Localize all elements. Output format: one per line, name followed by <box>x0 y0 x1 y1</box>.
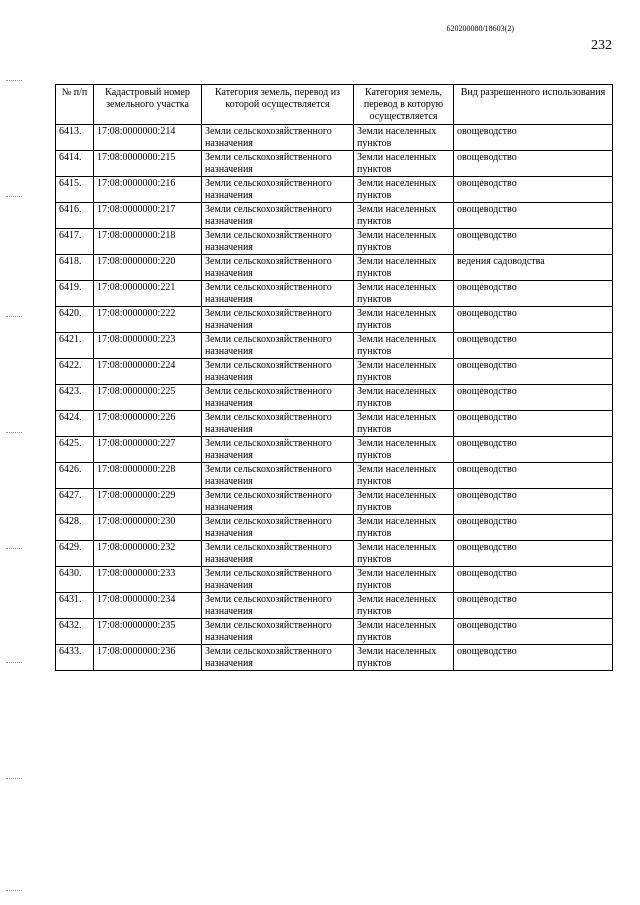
category-to: Земли населенных пунктов <box>354 593 454 619</box>
row-number: 6418. <box>56 255 94 281</box>
table-row <box>56 489 613 515</box>
scan-mark <box>6 778 22 781</box>
cadastral-number: 17:08:0000000:215 <box>94 151 202 177</box>
table-row <box>56 619 613 645</box>
cadastral-number: 17:08:0000000:225 <box>94 385 202 411</box>
permitted-use: овощеводство <box>454 437 613 463</box>
scan-mark <box>6 432 22 435</box>
category-to: Земли населенных пунктов <box>354 489 454 515</box>
category-to: Земли населенных пунктов <box>354 385 454 411</box>
category-from: Земли сельскохозяйственного назначения <box>202 619 354 645</box>
table-row <box>56 593 613 619</box>
column-header-number: № п/п <box>56 85 94 125</box>
category-from: Земли сельскохозяйственного назначения <box>202 593 354 619</box>
permitted-use: овощеводство <box>454 359 613 385</box>
permitted-use: овощеводство <box>454 177 613 203</box>
cadastral-number: 17:08:0000000:223 <box>94 333 202 359</box>
cadastral-number: 17:08:0000000:220 <box>94 255 202 281</box>
row-number: 6427. <box>56 489 94 515</box>
table-row <box>56 151 613 177</box>
scan-mark <box>6 548 22 551</box>
category-from: Земли сельскохозяйственного назначения <box>202 307 354 333</box>
row-number: 6417. <box>56 229 94 255</box>
category-to: Земли населенных пунктов <box>354 645 454 671</box>
table-row <box>56 255 613 281</box>
category-from: Земли сельскохозяйственного назначения <box>202 125 354 151</box>
category-from: Земли сельскохозяйственного назначения <box>202 359 354 385</box>
category-to: Земли населенных пунктов <box>354 541 454 567</box>
category-to: Земли населенных пунктов <box>354 229 454 255</box>
table-row <box>56 567 613 593</box>
category-from: Земли сельскохозяйственного назначения <box>202 437 354 463</box>
cadastral-number: 17:08:0000000:217 <box>94 203 202 229</box>
cadastral-number: 17:08:0000000:216 <box>94 177 202 203</box>
table-row <box>56 411 613 437</box>
category-to: Земли населенных пунктов <box>354 281 454 307</box>
category-from: Земли сельскохозяйственного назначения <box>202 463 354 489</box>
category-from: Земли сельскохозяйственного назначения <box>202 177 354 203</box>
permitted-use: ведения садоводства <box>454 255 613 281</box>
scan-mark <box>6 316 22 319</box>
permitted-use: овощеводство <box>454 333 613 359</box>
permitted-use: овощеводство <box>454 203 613 229</box>
table-row <box>56 281 613 307</box>
column-header-cadastral: Кадастровый номер земельного участка <box>94 85 202 125</box>
row-number: 6415. <box>56 177 94 203</box>
cadastral-number: 17:08:0000000:218 <box>94 229 202 255</box>
category-to: Земли населенных пунктов <box>354 411 454 437</box>
category-to: Земли населенных пунктов <box>354 619 454 645</box>
category-from: Земли сельскохозяйственного назначения <box>202 281 354 307</box>
category-from: Земли сельскохозяйственного назначения <box>202 203 354 229</box>
cadastral-number: 17:08:0000000:224 <box>94 359 202 385</box>
permitted-use: овощеводство <box>454 463 613 489</box>
cadastral-number: 17:08:0000000:229 <box>94 489 202 515</box>
category-from: Земли сельскохозяйственного назначения <box>202 333 354 359</box>
scan-mark <box>6 662 22 665</box>
column-header-permitted-use: Вид разрешенного использования <box>454 85 613 125</box>
category-from: Земли сельскохозяйственного назначения <box>202 255 354 281</box>
category-from: Земли сельскохозяйственного назначения <box>202 411 354 437</box>
row-number: 6424. <box>56 411 94 437</box>
row-number: 6416. <box>56 203 94 229</box>
permitted-use: овощеводство <box>454 229 613 255</box>
category-to: Земли населенных пунктов <box>354 359 454 385</box>
permitted-use: овощеводство <box>454 411 613 437</box>
permitted-use: овощеводство <box>454 515 613 541</box>
page-number: 232 <box>591 38 612 53</box>
row-number: 6433. <box>56 645 94 671</box>
cadastral-number: 17:08:0000000:227 <box>94 437 202 463</box>
category-to: Земли населенных пунктов <box>354 567 454 593</box>
table-row <box>56 125 613 151</box>
table-row <box>56 541 613 567</box>
permitted-use: овощеводство <box>454 151 613 177</box>
land-registry-table <box>55 84 613 671</box>
category-to: Земли населенных пунктов <box>354 151 454 177</box>
permitted-use: овощеводство <box>454 619 613 645</box>
table-row <box>56 437 613 463</box>
row-number: 6414. <box>56 151 94 177</box>
permitted-use: овощеводство <box>454 593 613 619</box>
category-from: Земли сельскохозяйственного назначения <box>202 567 354 593</box>
category-to: Земли населенных пунктов <box>354 307 454 333</box>
table-row <box>56 177 613 203</box>
table-row <box>56 333 613 359</box>
table-row <box>56 307 613 333</box>
cadastral-number: 17:08:0000000:222 <box>94 307 202 333</box>
category-to: Земли населенных пунктов <box>354 333 454 359</box>
permitted-use: овощеводство <box>454 567 613 593</box>
category-from: Земли сельскохозяйственного назначения <box>202 645 354 671</box>
table-row <box>56 203 613 229</box>
cadastral-number: 17:08:0000000:232 <box>94 541 202 567</box>
category-to: Земли населенных пунктов <box>354 515 454 541</box>
row-number: 6413. <box>56 125 94 151</box>
table-row <box>56 385 613 411</box>
cadastral-number: 17:08:0000000:230 <box>94 515 202 541</box>
category-to: Земли населенных пунктов <box>354 203 454 229</box>
permitted-use: овощеводство <box>454 489 613 515</box>
scan-mark <box>6 196 22 199</box>
row-number: 6422. <box>56 359 94 385</box>
cadastral-number: 17:08:0000000:228 <box>94 463 202 489</box>
column-header-category-from: Категория земель, перевод из которой осуществляется <box>202 85 354 125</box>
cadastral-number: 17:08:0000000:226 <box>94 411 202 437</box>
permitted-use: овощеводство <box>454 307 613 333</box>
row-number: 6426. <box>56 463 94 489</box>
row-number: 6429. <box>56 541 94 567</box>
row-number: 6420. <box>56 307 94 333</box>
category-from: Земли сельскохозяйственного назначения <box>202 489 354 515</box>
permitted-use: овощеводство <box>454 125 613 151</box>
category-from: Земли сельскохозяйственного назначения <box>202 229 354 255</box>
category-from: Земли сельскохозяйственного назначения <box>202 515 354 541</box>
permitted-use: овощеводство <box>454 541 613 567</box>
permitted-use: овощеводство <box>454 645 613 671</box>
scan-mark <box>6 80 22 83</box>
row-number: 6432. <box>56 619 94 645</box>
cadastral-number: 17:08:0000000:214 <box>94 125 202 151</box>
table-row <box>56 645 613 671</box>
cadastral-number: 17:08:0000000:236 <box>94 645 202 671</box>
table-row <box>56 359 613 385</box>
category-from: Земли сельскохозяйственного назначения <box>202 385 354 411</box>
category-to: Земли населенных пунктов <box>354 463 454 489</box>
row-number: 6419. <box>56 281 94 307</box>
category-from: Земли сельскохозяйственного назначения <box>202 541 354 567</box>
column-header-category-to: Категория земель, перевод в которую осуществляется <box>354 85 454 125</box>
row-number: 6428. <box>56 515 94 541</box>
category-to: Земли населенных пунктов <box>354 177 454 203</box>
category-from: Земли сельскохозяйственного назначения <box>202 151 354 177</box>
table-body <box>56 125 613 671</box>
category-to: Земли населенных пунктов <box>354 125 454 151</box>
row-number: 6425. <box>56 437 94 463</box>
cadastral-number: 17:08:0000000:235 <box>94 619 202 645</box>
row-number: 6423. <box>56 385 94 411</box>
cadastral-number: 17:08:0000000:233 <box>94 567 202 593</box>
table-row <box>56 463 613 489</box>
category-to: Земли населенных пунктов <box>354 255 454 281</box>
row-number: 6430. <box>56 567 94 593</box>
table-header-row <box>56 85 613 125</box>
scan-mark <box>6 890 22 893</box>
document-id: 620200080/18603(2) <box>446 24 514 33</box>
cadastral-number: 17:08:0000000:234 <box>94 593 202 619</box>
category-to: Земли населенных пунктов <box>354 437 454 463</box>
permitted-use: овощеводство <box>454 385 613 411</box>
cadastral-number: 17:08:0000000:221 <box>94 281 202 307</box>
row-number: 6431. <box>56 593 94 619</box>
row-number: 6421. <box>56 333 94 359</box>
table-row <box>56 515 613 541</box>
table-row <box>56 229 613 255</box>
permitted-use: овощеводство <box>454 281 613 307</box>
